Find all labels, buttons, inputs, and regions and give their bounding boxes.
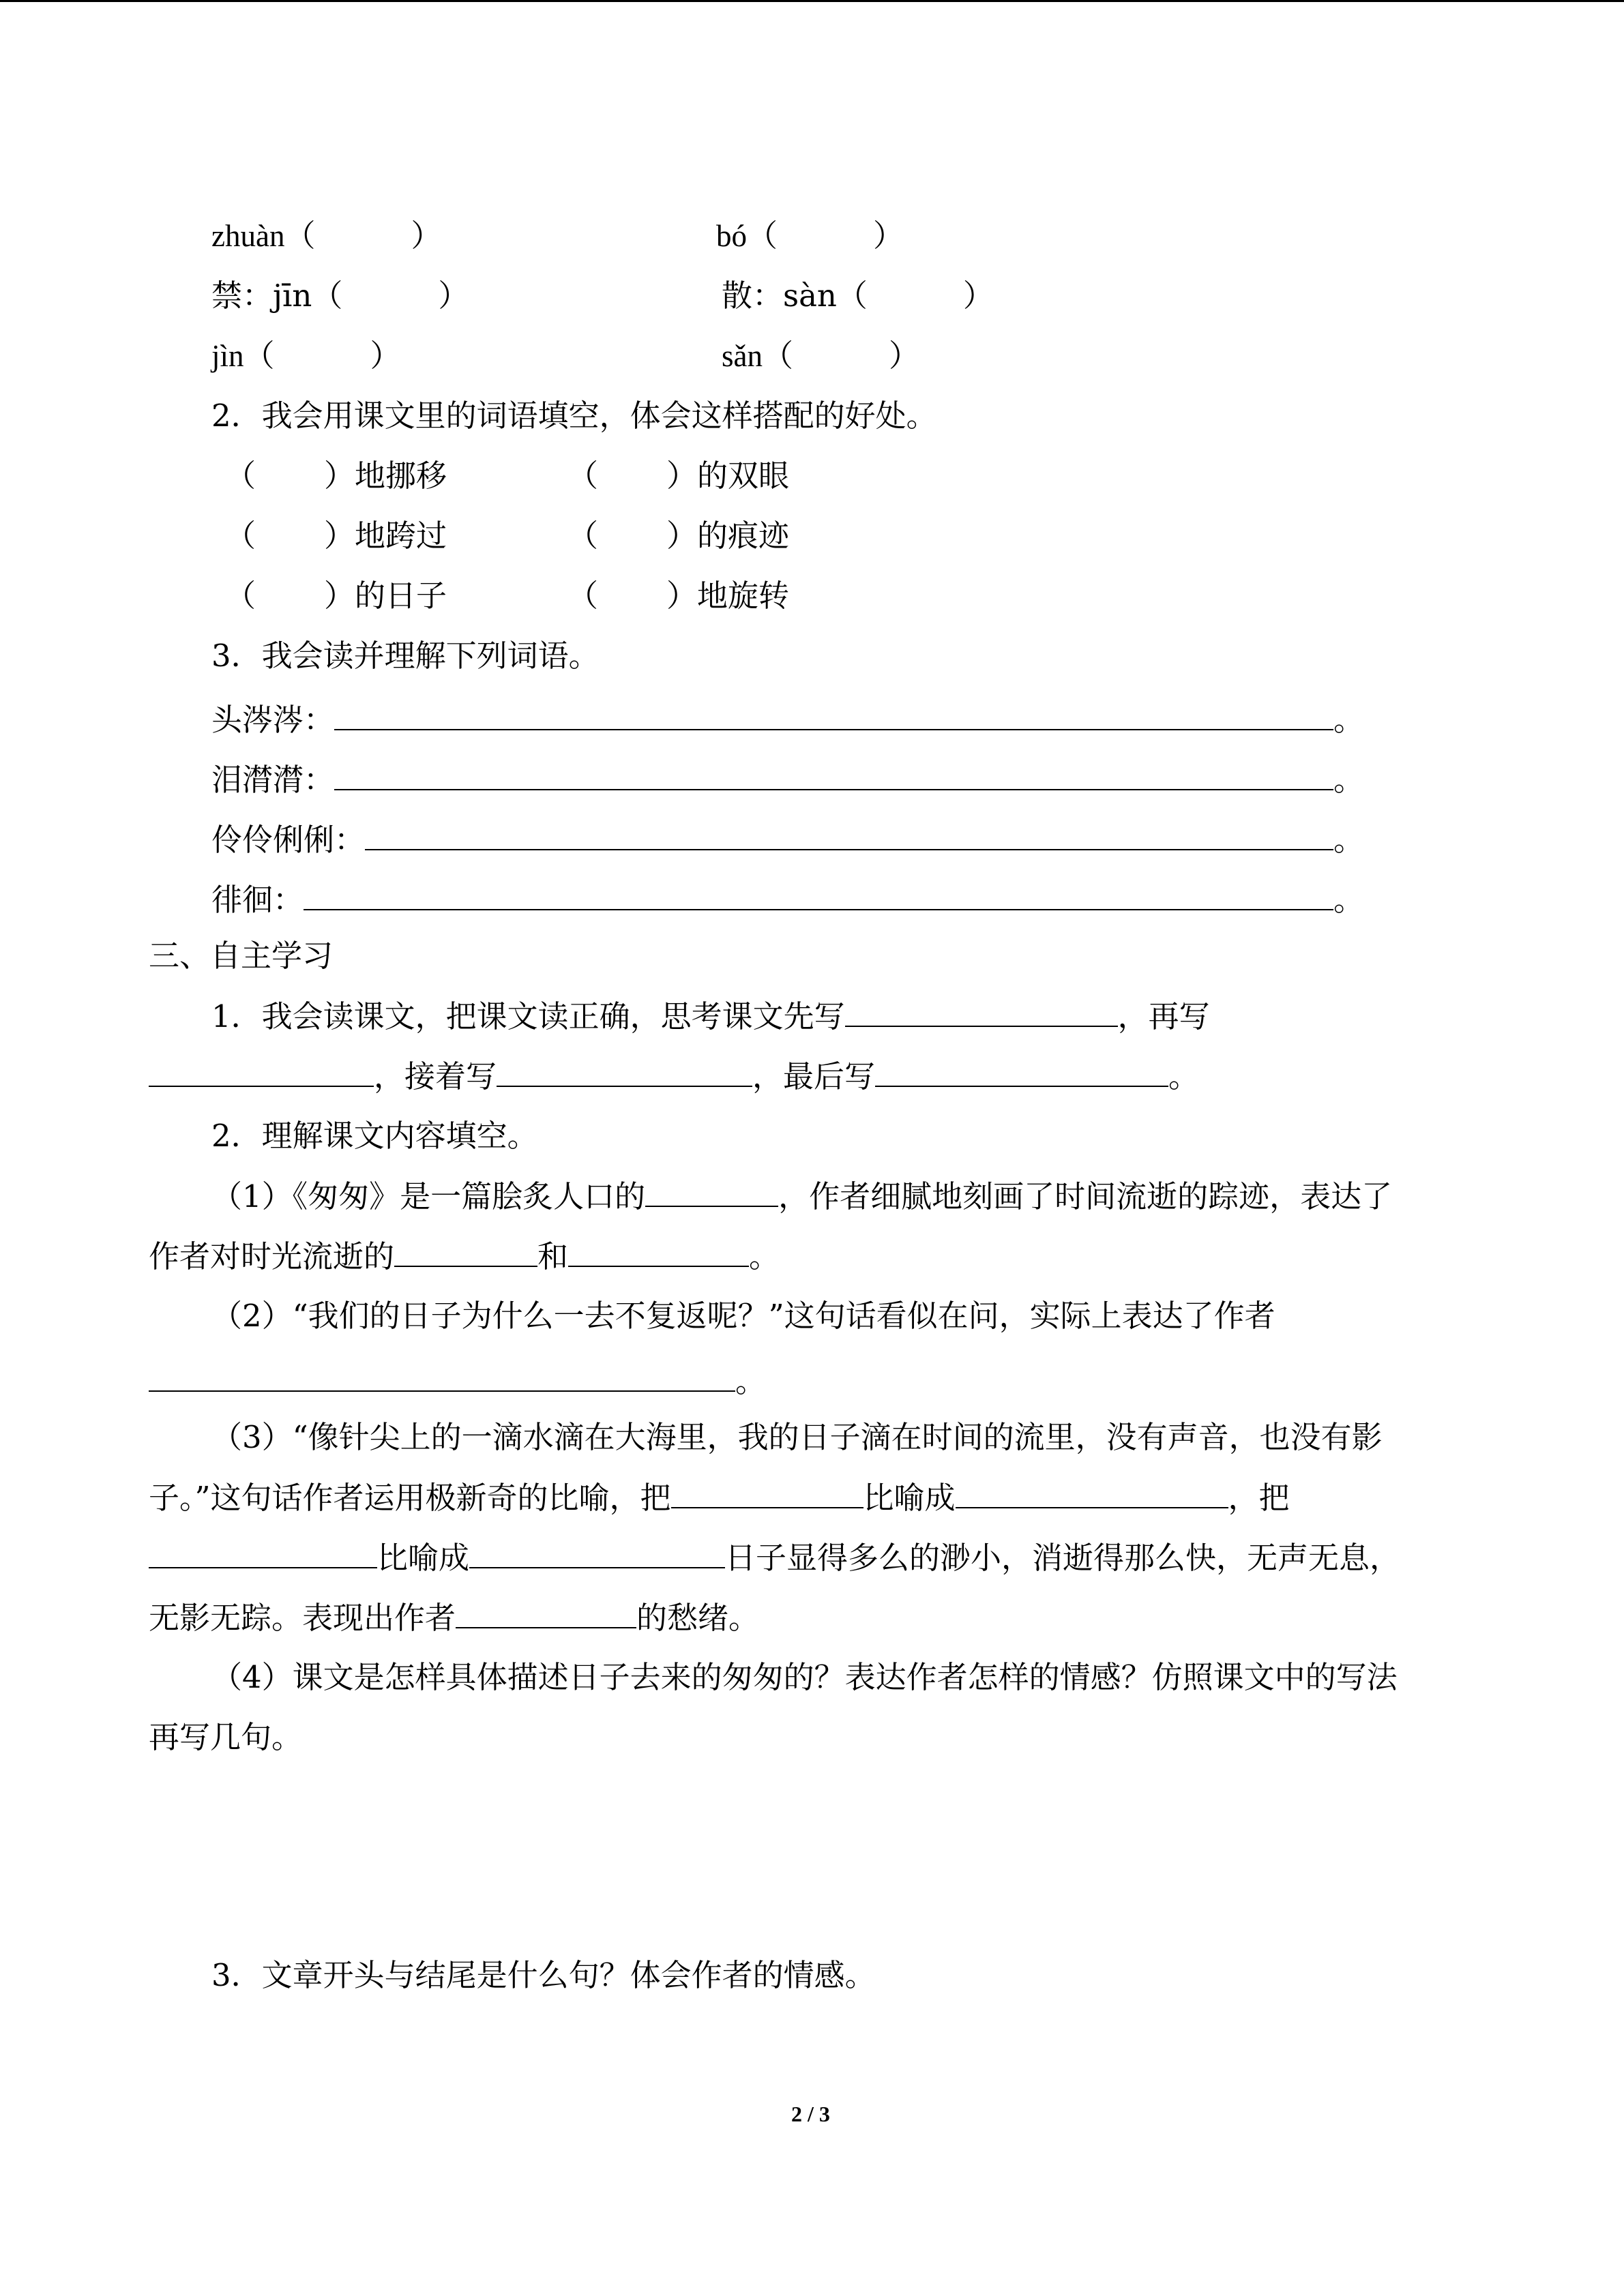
p1-line-1 [211, 1176, 1392, 1217]
q3-word-3 [211, 819, 1364, 861]
text: 比喻成 [863, 1480, 956, 1516]
answer-blank[interactable] [394, 1236, 537, 1267]
answer-blank[interactable] [875, 1056, 1168, 1087]
text: ，把 [1228, 1480, 1290, 1516]
p3-line-2 [149, 1477, 1290, 1519]
text: ，再写 [1117, 998, 1210, 1034]
q3-word-1 [211, 699, 1364, 741]
q2-row-1b [567, 456, 789, 496]
q2-row-3a [225, 576, 447, 616]
text: 。 [735, 1363, 767, 1399]
top-border [0, 0, 1624, 2]
text: 日子显得多么的渺小，消逝得那么快，无声无息， [725, 1540, 1401, 1576]
text: ，接着写 [374, 1058, 497, 1094]
q2-word: 地旋转 [697, 578, 790, 614]
section-heading: 三、自主学习 [149, 938, 334, 974]
period: 。 [1333, 762, 1365, 798]
paren-close: ） [324, 578, 355, 614]
paren-close: ） [666, 518, 698, 554]
text: 和 [537, 1238, 569, 1274]
answer-blank[interactable] [149, 1056, 374, 1087]
q2-row-1a [225, 456, 447, 496]
pinyin-bo [716, 215, 904, 256]
paren-close: ） [666, 578, 698, 614]
text: （1）《匆匆》是一篇脍炙人口的 [211, 1178, 646, 1214]
q3-word-2 [211, 759, 1364, 801]
pinyin-bo-label: bó（ [716, 219, 778, 253]
paren-close: ） [324, 458, 355, 494]
q3-term: 伶伶俐俐： [211, 822, 366, 858]
text: 作者对时光流逝的 [149, 1238, 395, 1274]
page-number: 2 / 3 [791, 2102, 830, 2126]
p3-line-3 [149, 1537, 1400, 1579]
q3-term: 头涔涔： [211, 702, 335, 738]
p4-line-1: （4）课文是怎样具体描述日子去来的匆匆的？表达作者怎样的情感？仿照课文中的写法 [211, 1659, 1398, 1695]
period: 。 [1333, 882, 1365, 918]
text: 子。”这句话作者运用极新奇的比喻，把 [149, 1480, 671, 1516]
q2-word: 的日子 [355, 578, 447, 614]
text: 无影无踪。表现出作者 [149, 1600, 456, 1636]
pinyin-san3-label: sǎn（ [722, 339, 793, 373]
paren-close: ） [666, 458, 698, 494]
p1-line-2 [149, 1236, 780, 1277]
q2-title: 2．我会用课文里的词语填空，体会这样搭配的好处。 [211, 398, 937, 434]
p2-line-2 [149, 1360, 766, 1402]
answer-blank[interactable] [365, 819, 1333, 850]
answer-blank[interactable] [334, 699, 1333, 730]
paren-close: ） [411, 219, 442, 253]
answer-blank[interactable] [645, 1176, 778, 1207]
answer-blank[interactable] [304, 879, 1333, 910]
pinyin-san3 [722, 336, 919, 376]
answer-blank[interactable] [671, 1477, 863, 1508]
answer-blank[interactable] [149, 1537, 377, 1568]
paren-open: （ [225, 458, 256, 494]
q2-word: 的双眼 [697, 458, 790, 494]
p3-line-1: （3）“像针尖上的一滴水滴在大海里，我的日子滴在时间的流里，没有声音，也没有影 [211, 1419, 1383, 1455]
period: 。 [1333, 702, 1365, 738]
answer-blank[interactable] [845, 996, 1118, 1027]
pinyin-san4-label: 散：sàn（ [722, 278, 868, 314]
paren-close: ） [962, 278, 994, 314]
answer-blank[interactable] [568, 1236, 749, 1267]
paren-close: ） [873, 219, 904, 253]
s1-line-1 [211, 996, 1210, 1037]
answer-blank[interactable] [456, 1597, 636, 1628]
pinyin-jin4-label: jìn（ [211, 339, 275, 373]
answer-blank[interactable] [497, 1056, 752, 1087]
p3-line-4 [149, 1597, 759, 1639]
paren-close: ） [370, 339, 401, 373]
text: 比喻成 [377, 1540, 470, 1576]
paren-close: ） [324, 518, 355, 554]
pinyin-san4 [722, 275, 994, 316]
q3-term: 徘徊： [211, 882, 304, 918]
pinyin-zhuan [211, 215, 441, 256]
q3-term: 泪潸潸： [211, 762, 335, 798]
answer-blank[interactable] [149, 1360, 735, 1392]
q2-row-2b [567, 516, 789, 556]
paren-open: （ [567, 578, 599, 614]
q3-word-4 [211, 879, 1364, 921]
pinyin-jin1 [211, 275, 469, 316]
text: ，最后写 [752, 1058, 876, 1094]
paren-open: （ [225, 578, 256, 614]
paren-open: （ [225, 518, 256, 554]
answer-blank[interactable] [956, 1477, 1228, 1508]
s1-line-2 [149, 1056, 1199, 1097]
text: 。 [1168, 1058, 1200, 1094]
p2-line-1: （2）“我们的日子为什么一去不复返呢？”这句话看似在问，实际上表达了作者 [211, 1298, 1275, 1334]
paren-open: （ [567, 458, 599, 494]
pinyin-jin4 [211, 336, 401, 376]
period: 。 [1333, 822, 1365, 858]
pinyin-zhuan-label: zhuàn（ [211, 219, 316, 253]
p4-line-2: 再写几句。 [149, 1719, 303, 1755]
text: 的愁绪。 [636, 1600, 760, 1636]
answer-blank[interactable] [334, 759, 1333, 790]
q2-row-2a [225, 516, 447, 556]
s2-title: 2．理解课文内容填空。 [211, 1118, 538, 1154]
text: 。 [749, 1238, 780, 1274]
paren-close: ） [889, 339, 920, 373]
answer-blank[interactable] [469, 1537, 725, 1568]
paren-open: （ [567, 518, 599, 554]
q3-title: 3．我会读并理解下列词语。 [211, 638, 600, 674]
q2-word: 地挪移 [355, 458, 447, 494]
q2-row-3b [567, 576, 789, 616]
paren-close: ） [438, 278, 469, 314]
text: 1．我会读课文，把课文读正确，思考课文先写 [211, 998, 845, 1034]
q2-word: 的痕迹 [697, 518, 790, 554]
s3-question: 3．文章开头与结尾是什么句？体会作者的情感。 [211, 1957, 876, 1993]
pinyin-jin1-label: 禁：jīn（ [211, 278, 343, 314]
q2-word: 地跨过 [355, 518, 447, 554]
text: ，作者细腻地刻画了时间流逝的踪迹，表达了 [778, 1178, 1393, 1214]
